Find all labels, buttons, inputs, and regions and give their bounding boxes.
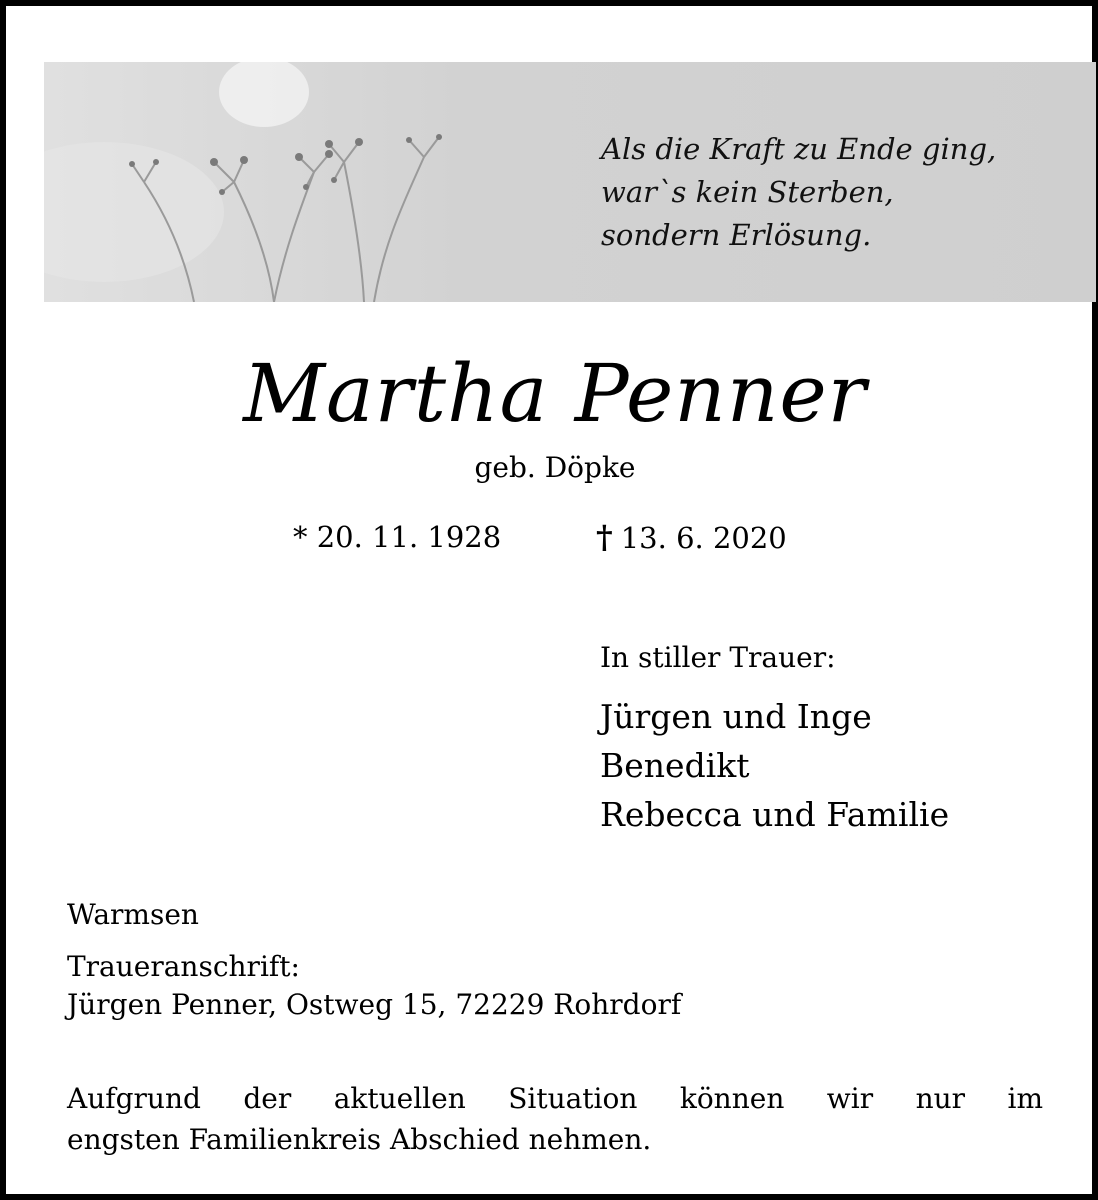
motto-line: war`s kein Sterben,: [601, 175, 894, 209]
mourners-intro: In stiller Trauer:: [600, 641, 836, 674]
deceased-name: Martha Penner: [243, 347, 867, 440]
motto-line: sondern Erlösung.: [601, 218, 872, 252]
death-date: 13. 6. 2020: [620, 521, 787, 555]
header-photo: [44, 62, 1096, 302]
mourner-name: Rebecca und Familie: [600, 795, 950, 834]
mourners-list: [600, 692, 949, 839]
cross-icon: †: [596, 518, 613, 556]
address-line: Jürgen Penner, Ostweg 15, 72229 Rohrdorf: [67, 988, 682, 1021]
death-date-group: [596, 518, 787, 557]
birth-date: * 20. 11. 1928: [293, 520, 502, 554]
address-label: Traueranschrift:: [67, 950, 300, 983]
maiden-name: geb. Döpke: [474, 451, 636, 484]
location: Warmsen: [67, 898, 199, 931]
motto-line: Als die Kraft zu Ende ging,: [601, 132, 997, 166]
mourner-name: Jürgen und Inge: [600, 697, 872, 736]
mourner-name: Benedikt: [600, 746, 750, 785]
motto-quote: [601, 128, 996, 257]
notice-line: Aufgrund der aktuellen Situation können wir nur im: [67, 1082, 1043, 1115]
notice-line: engsten Familienkreis Abschied nehmen.: [67, 1123, 652, 1156]
farewell-notice: [67, 1078, 1043, 1160]
mourning-address: [67, 948, 681, 1024]
